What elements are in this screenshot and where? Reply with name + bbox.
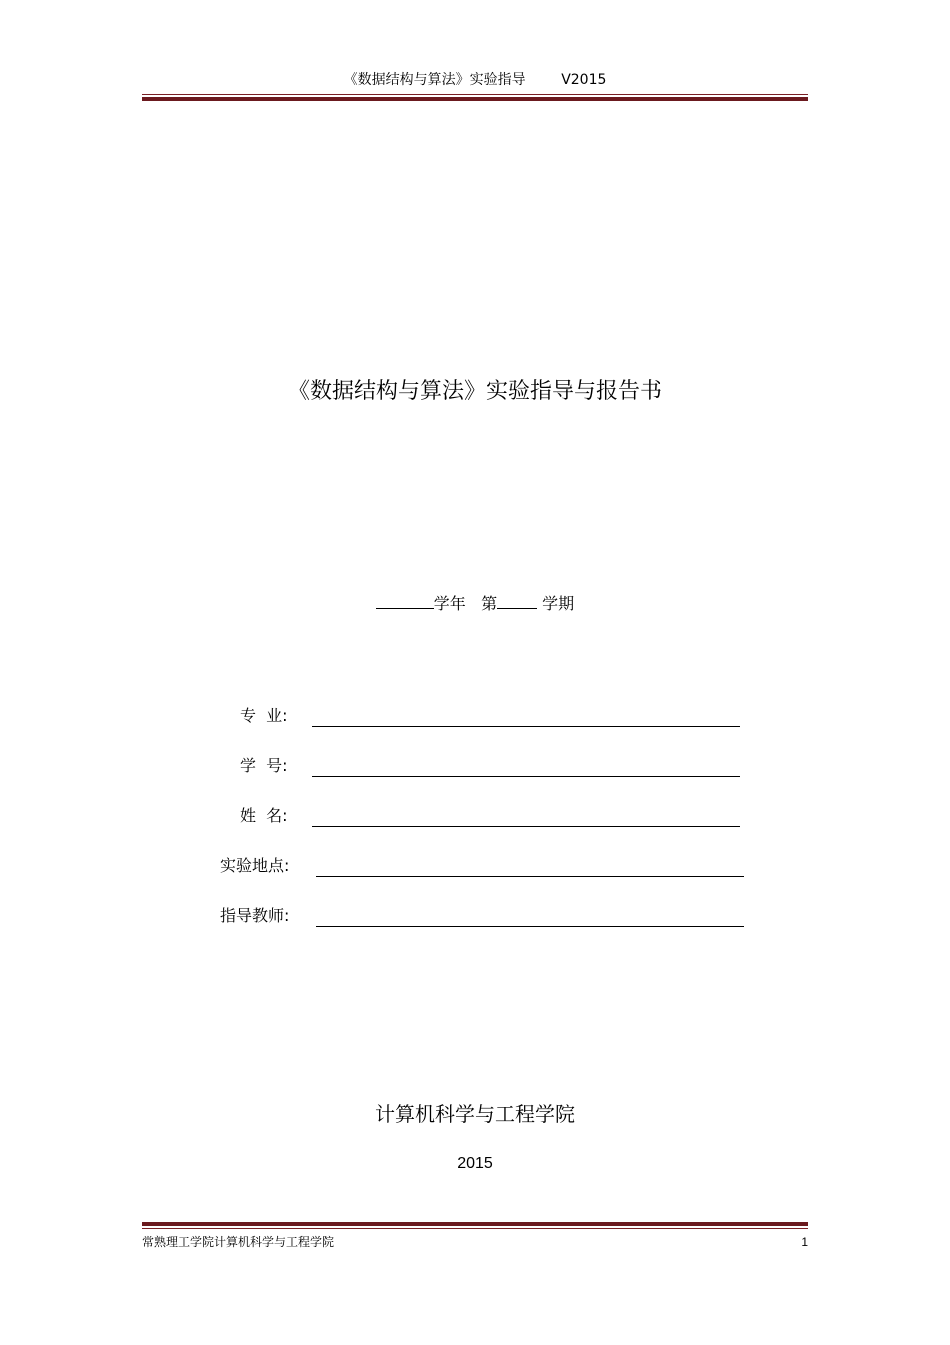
- footer-rule-thin: [142, 1228, 808, 1229]
- name-input-line[interactable]: [312, 826, 740, 827]
- document-title: 《数据结构与算法》实验指导与报告书: [287, 379, 662, 404]
- lab-location-input-line[interactable]: [316, 876, 744, 877]
- year-blank[interactable]: [376, 592, 434, 609]
- major-input-line[interactable]: [312, 726, 740, 727]
- name-label: 姓 名:: [240, 806, 288, 825]
- document-year: 2015: [457, 1155, 493, 1172]
- instructor-field: [220, 904, 750, 930]
- major-field: [240, 704, 750, 730]
- name-field: [240, 804, 750, 830]
- student-id-field: [240, 754, 750, 780]
- footer-rule-thick: [142, 1222, 808, 1226]
- student-id-label: 学 号:: [240, 756, 288, 775]
- footer-institution: 常熟理工学院计算机科学与工程学院: [142, 1235, 335, 1249]
- semester-term-suffix: 学期: [537, 594, 575, 613]
- major-label: 专 业:: [240, 706, 288, 725]
- instructor-label: 指导教师:: [220, 906, 290, 925]
- semester-line: [0, 592, 950, 616]
- semester-year-label: 学年: [433, 594, 466, 613]
- header-rule-thick: [142, 97, 808, 101]
- school-name: 计算机科学与工程学院: [375, 1102, 575, 1126]
- lab-location-label: 实验地点:: [220, 856, 290, 875]
- student-id-input-line[interactable]: [312, 776, 740, 777]
- instructor-input-line[interactable]: [316, 926, 744, 927]
- lab-location-field: [220, 854, 750, 880]
- page-number: 1: [801, 1235, 808, 1249]
- running-header: 《数据结构与算法》实验指导 V2015: [343, 72, 607, 88]
- term-blank[interactable]: [497, 592, 537, 609]
- header-rule-thin: [142, 94, 808, 95]
- semester-term-prefix: 第: [481, 594, 498, 613]
